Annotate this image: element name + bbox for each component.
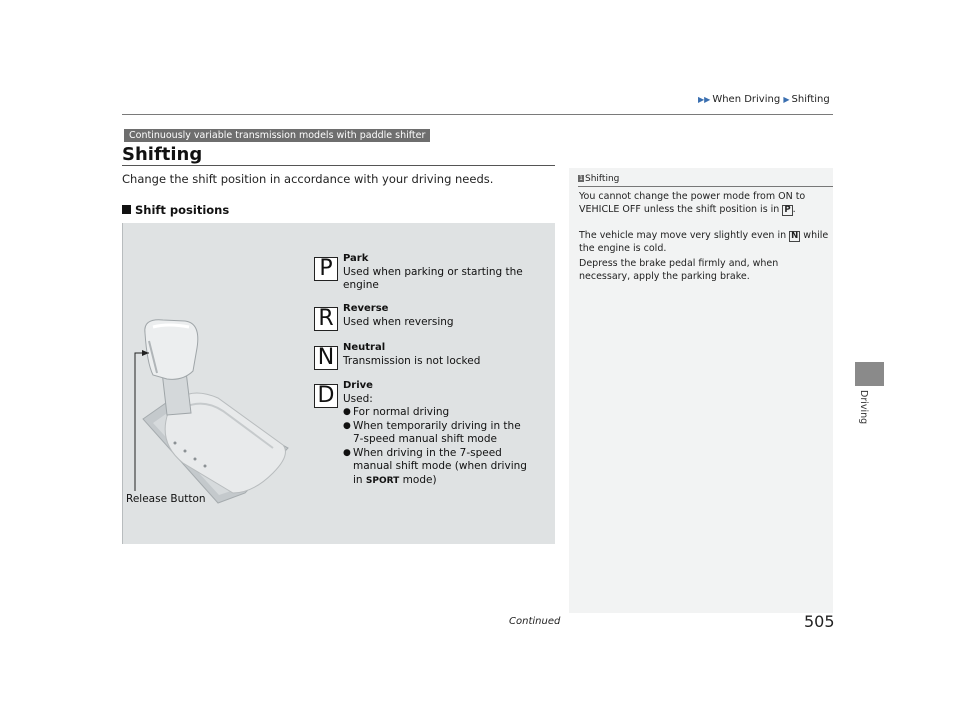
sidebar-paragraph <box>579 229 829 255</box>
position-name: Drive <box>343 380 373 391</box>
neutral-description <box>343 341 533 368</box>
continued-label: Continued <box>509 616 561 627</box>
intro-text: Change the shift position in accordance with your driving needs. <box>122 172 494 186</box>
sidebar-text: The vehicle may move very slightly even in <box>579 230 790 241</box>
release-button-label: Release Button <box>126 493 206 505</box>
sidebar-text: while the engine is cold. <box>579 230 829 254</box>
sport-mode-label: SPORT <box>365 475 400 486</box>
tab-label-text: Driving <box>858 390 869 425</box>
section-tab-marker <box>855 362 884 386</box>
model-tag: Continuously variable transmission models with paddle shifter <box>124 129 430 142</box>
position-desc: Used when reversing <box>343 315 454 328</box>
position-desc: Used when parking or starting the engine <box>343 265 523 291</box>
position-desc: Used: <box>343 392 373 405</box>
list-item: ● When temporarily driving in the 7-speed manual shift mode <box>343 420 533 447</box>
breadcrumb-item[interactable]: When Driving <box>712 94 781 105</box>
position-desc: Transmission is not locked <box>343 354 481 367</box>
square-bullet-icon <box>122 205 131 214</box>
drive-bullet-list <box>343 406 533 488</box>
sidebar-paragraph: Depress the brake pedal firmly and, when necessary, apply the parking brake. <box>579 258 779 282</box>
drive-position-icon: D <box>314 384 338 408</box>
breadcrumb-item[interactable]: Shifting <box>791 94 830 105</box>
position-name: Neutral <box>343 342 386 353</box>
page-number: 505 <box>804 612 835 631</box>
arrow-icon: ▶ <box>783 95 790 104</box>
park-position-icon: P <box>314 257 338 281</box>
neutral-key-icon: N <box>791 231 799 241</box>
list-item: ● For normal driving <box>343 406 533 420</box>
note-marker-icon: 1 <box>579 175 583 182</box>
park-key-icon: P <box>784 205 791 215</box>
subheading-text: Shift positions <box>135 203 230 217</box>
sidebar-rule <box>578 186 833 187</box>
reverse-position-icon: R <box>314 307 338 331</box>
bullet-text: mode) <box>399 473 437 486</box>
neutral-position-icon: N <box>314 346 338 370</box>
header-rule <box>122 114 833 115</box>
section-tab-label <box>855 390 884 430</box>
subheading <box>122 203 229 217</box>
title-rule <box>122 165 555 166</box>
sidebar-text: You cannot change the power mode from ON to VEHICLE OFF unless the shift position is in <box>579 191 806 215</box>
sidebar-text: . <box>792 204 796 215</box>
arrow-icon: ▶▶ <box>698 95 711 104</box>
drive-description <box>343 379 533 488</box>
sidebar-paragraph <box>579 190 829 216</box>
position-name: Park <box>343 253 369 264</box>
page-title: Shifting <box>122 144 203 165</box>
park-description <box>343 252 533 293</box>
list-item <box>343 447 533 489</box>
reverse-description <box>343 302 533 329</box>
sidebar-heading <box>578 174 619 184</box>
breadcrumb <box>698 94 830 105</box>
sidebar-heading-text: Shifting <box>585 174 620 184</box>
position-name: Reverse <box>343 303 389 314</box>
bullet-text: When driving in the 7-speed manual shift mode (when driving in <box>353 446 527 486</box>
